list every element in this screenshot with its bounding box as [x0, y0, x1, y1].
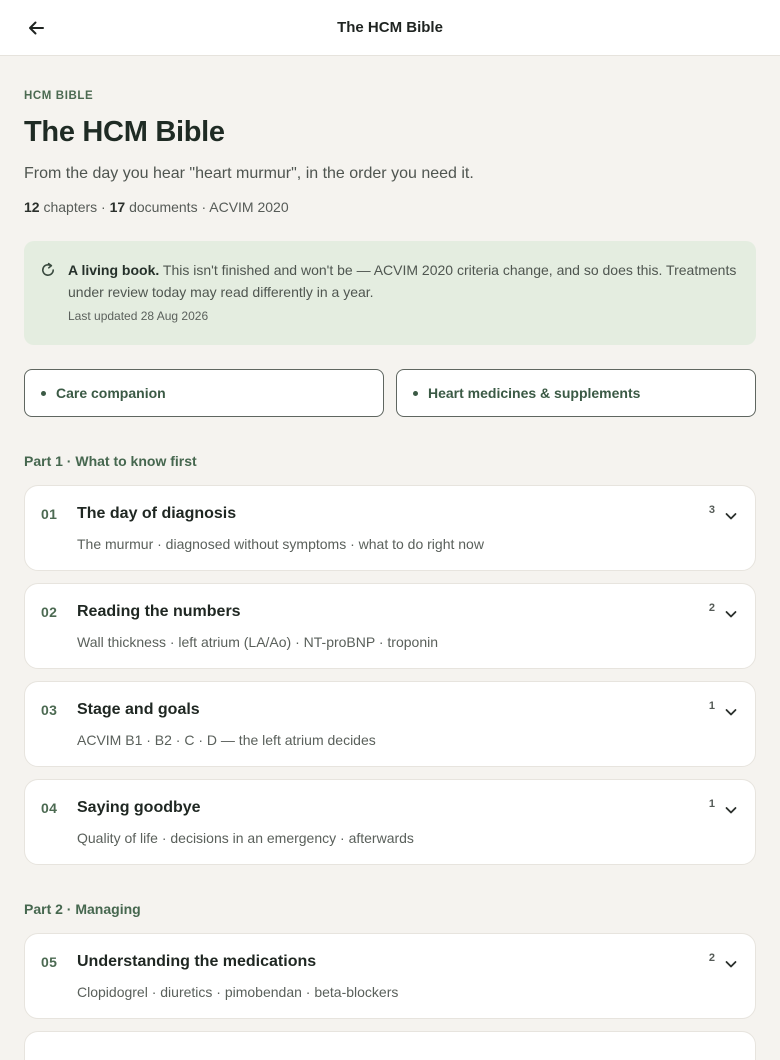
notice-text	[68, 259, 738, 303]
arrow-left-icon	[26, 18, 46, 38]
chapter-title: Stage and goals	[77, 701, 200, 718]
last-updated: Last updated 28 Aug 2026	[68, 309, 209, 323]
chapter-title: Saying goodbye	[77, 799, 201, 816]
chapter-number: 05	[41, 954, 58, 970]
chapters-label: chapters	[43, 199, 98, 215]
chevron-down-icon[interactable]	[723, 508, 739, 524]
chapter-number: 03	[41, 702, 58, 718]
refresh-icon	[40, 262, 56, 278]
chapter-number: 02	[41, 604, 58, 620]
chevron-down-icon[interactable]	[723, 704, 739, 720]
chapter-number: 01	[41, 506, 58, 522]
chapter-topics: ACVIM B1 · B2 · C · D — the left atrium decides	[77, 732, 376, 748]
living-book-notice	[24, 241, 756, 345]
chapters-count: 12	[24, 199, 40, 215]
eyebrow-label: HCM BIBLE	[24, 90, 94, 102]
chapter-card[interactable]	[24, 485, 756, 571]
book-meta: 12 chapters · 17 documents · ACVIM 2020	[24, 199, 289, 215]
chevron-down-icon[interactable]	[723, 802, 739, 818]
chapter-card[interactable]	[24, 583, 756, 669]
care-companion-link[interactable]	[24, 369, 384, 417]
chapter-title: The day of diagnosis	[77, 505, 237, 522]
notice-body: This isn't finished and won't be — ACVIM 2020 criteria change, and so does this. Treatments under review today may read differently in a year.	[68, 262, 737, 300]
documents-label: documents	[129, 199, 198, 215]
chapter-title: Understanding the medications	[77, 953, 317, 970]
link-label: Care companion	[56, 385, 166, 401]
bullet-icon	[41, 391, 46, 396]
chapter-topics: Clopidogrel · diuretics · pimobendan · beta-blockers	[77, 984, 399, 1000]
document-count: 2	[708, 952, 715, 964]
notice-bold: A living book.	[68, 262, 160, 278]
heart-medicines-link[interactable]	[396, 369, 756, 417]
chapter-topics: The murmur · diagnosed without symptoms · what to do right now	[77, 536, 484, 552]
document-count: 3	[708, 504, 715, 516]
main-content	[24, 56, 756, 1060]
page-title: The HCM Bible	[24, 116, 225, 148]
chapter-card[interactable]	[24, 1031, 756, 1060]
part-heading: Part 2 · Managing	[24, 901, 141, 917]
chevron-down-icon[interactable]	[723, 956, 739, 972]
part-heading: Part 1 · What to know first	[24, 453, 197, 469]
chapter-card[interactable]	[24, 933, 756, 1019]
document-count: 1	[708, 700, 715, 712]
chapter-number: 04	[41, 800, 58, 816]
document-count: 2	[708, 602, 715, 614]
link-label: Heart medicines & supplements	[428, 385, 641, 401]
bullet-icon	[413, 391, 418, 396]
chevron-down-icon[interactable]	[723, 606, 739, 622]
chapter-topics: Wall thickness · left atrium (LA/Ao) · NT-proBNP · troponin	[77, 634, 438, 650]
chapter-card[interactable]	[24, 779, 756, 865]
criteria-label: ACVIM 2020	[209, 199, 289, 215]
top-bar	[0, 0, 780, 56]
chapter-title: Reading the numbers	[77, 603, 241, 620]
document-count: 1	[708, 798, 715, 810]
quick-links	[24, 369, 756, 417]
page-subtitle: From the day you hear "heart murmur", in the order you need it.	[24, 165, 474, 182]
header-title: The HCM Bible	[337, 19, 443, 36]
back-button[interactable]	[22, 14, 50, 42]
chapter-card[interactable]	[24, 681, 756, 767]
documents-count: 17	[109, 199, 126, 215]
chapter-topics: Quality of life · decisions in an emergency · afterwards	[77, 830, 414, 846]
